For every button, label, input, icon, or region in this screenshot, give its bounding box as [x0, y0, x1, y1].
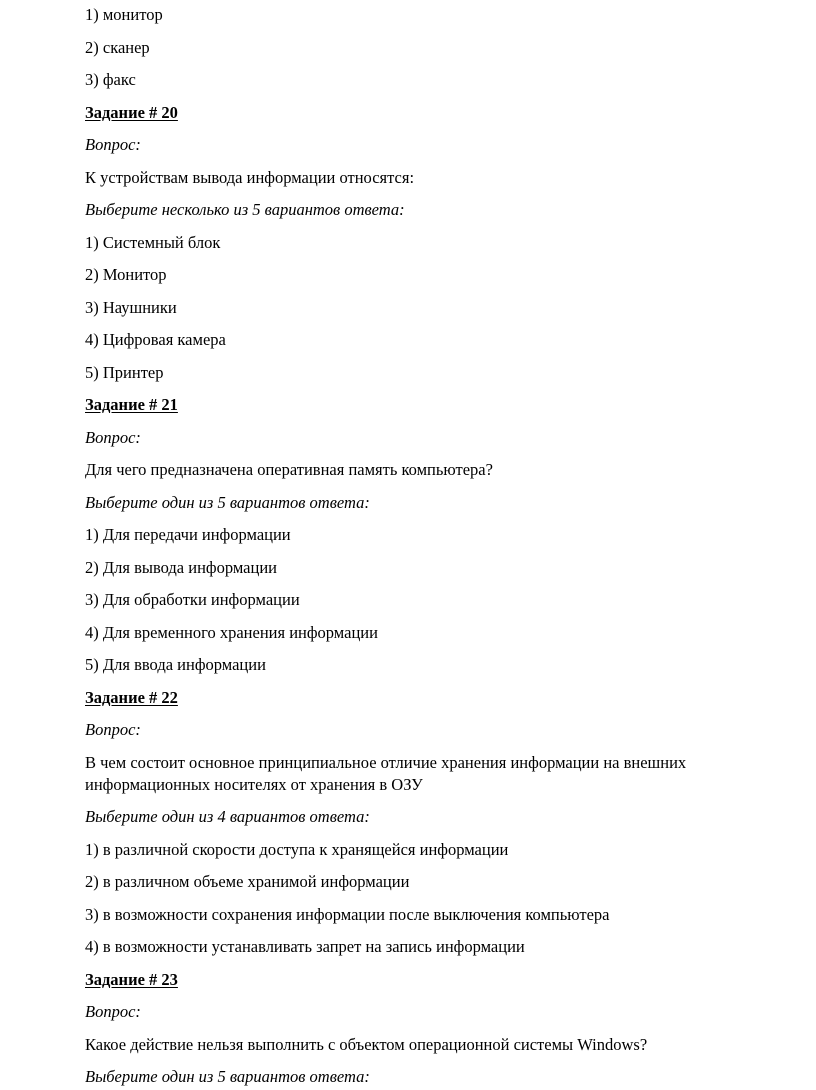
question-label: Вопрос: — [85, 135, 141, 154]
list-item: 1) в различной скорости доступа к хранящейся информации — [85, 839, 509, 859]
task-section-22 — [85, 687, 750, 959]
list-item: 1) монитор — [85, 5, 163, 24]
list-item: 5) Для ввода информации — [85, 655, 266, 674]
question-label: Вопрос: — [85, 427, 141, 447]
task-heading-label: Задание # 20 — [85, 102, 178, 122]
question-text: К устройствам вывода информации относятся: — [85, 167, 415, 187]
list-item: 4) в возможности устанавливать запрет на запись информации — [85, 937, 525, 956]
task-section-20 — [85, 102, 750, 384]
list-item: 3) Наушники — [85, 297, 177, 317]
list-item: 4) Для временного хранения информации — [85, 622, 378, 642]
answer-instruction: Выберите один из 4 вариантов ответа: — [85, 807, 370, 826]
list-item: 2) Для вывода информации — [85, 557, 277, 577]
task-heading — [85, 394, 750, 416]
question-label: Вопрос: — [85, 720, 141, 739]
list-item: 3) в возможности сохранения информации после выключения компьютера — [85, 904, 610, 924]
list-item: 3) Для обработки информации — [85, 590, 300, 609]
task-section-21 — [85, 394, 750, 676]
list-item: 1) Для передачи информации — [85, 525, 291, 544]
task-heading-label: Задание # 21 — [85, 395, 178, 414]
list-item: 2) в различном объеме хранимой информации — [85, 872, 410, 891]
task-heading — [85, 102, 750, 124]
question-text: В чем состоит основное принципиальное отличие хранения информации на внешних информационных носителях от хранения в ОЗУ — [85, 752, 687, 794]
document-body — [85, 0, 750, 1088]
task-section-23 — [85, 969, 750, 1089]
list-item: 2) Монитор — [85, 265, 167, 284]
task-heading — [85, 687, 750, 709]
task-heading-label: Задание # 23 — [85, 969, 178, 989]
list-item: 5) Принтер — [85, 362, 164, 382]
list-item: 1) Системный блок — [85, 232, 221, 252]
list-item: 4) Цифровая камера — [85, 330, 226, 349]
answer-instruction: Выберите несколько из 5 вариантов ответа: — [85, 200, 405, 219]
task-heading — [85, 969, 750, 991]
answer-instruction: Выберите один из 5 вариантов ответа: — [85, 492, 370, 512]
list-item: 3) факс — [85, 70, 136, 89]
question-text: Для чего предназначена оперативная память компьютера? — [85, 460, 493, 479]
list-item: 2) сканер — [85, 37, 150, 57]
question-text: Какое действие нельзя выполнить с объектом операционной системы Windows? — [85, 1034, 648, 1054]
question-label: Вопрос: — [85, 1002, 141, 1021]
continued-option-list — [85, 4, 750, 91]
task-heading-label: Задание # 22 — [85, 687, 178, 707]
answer-instruction: Выберите один из 5 вариантов ответа: — [85, 1067, 370, 1086]
